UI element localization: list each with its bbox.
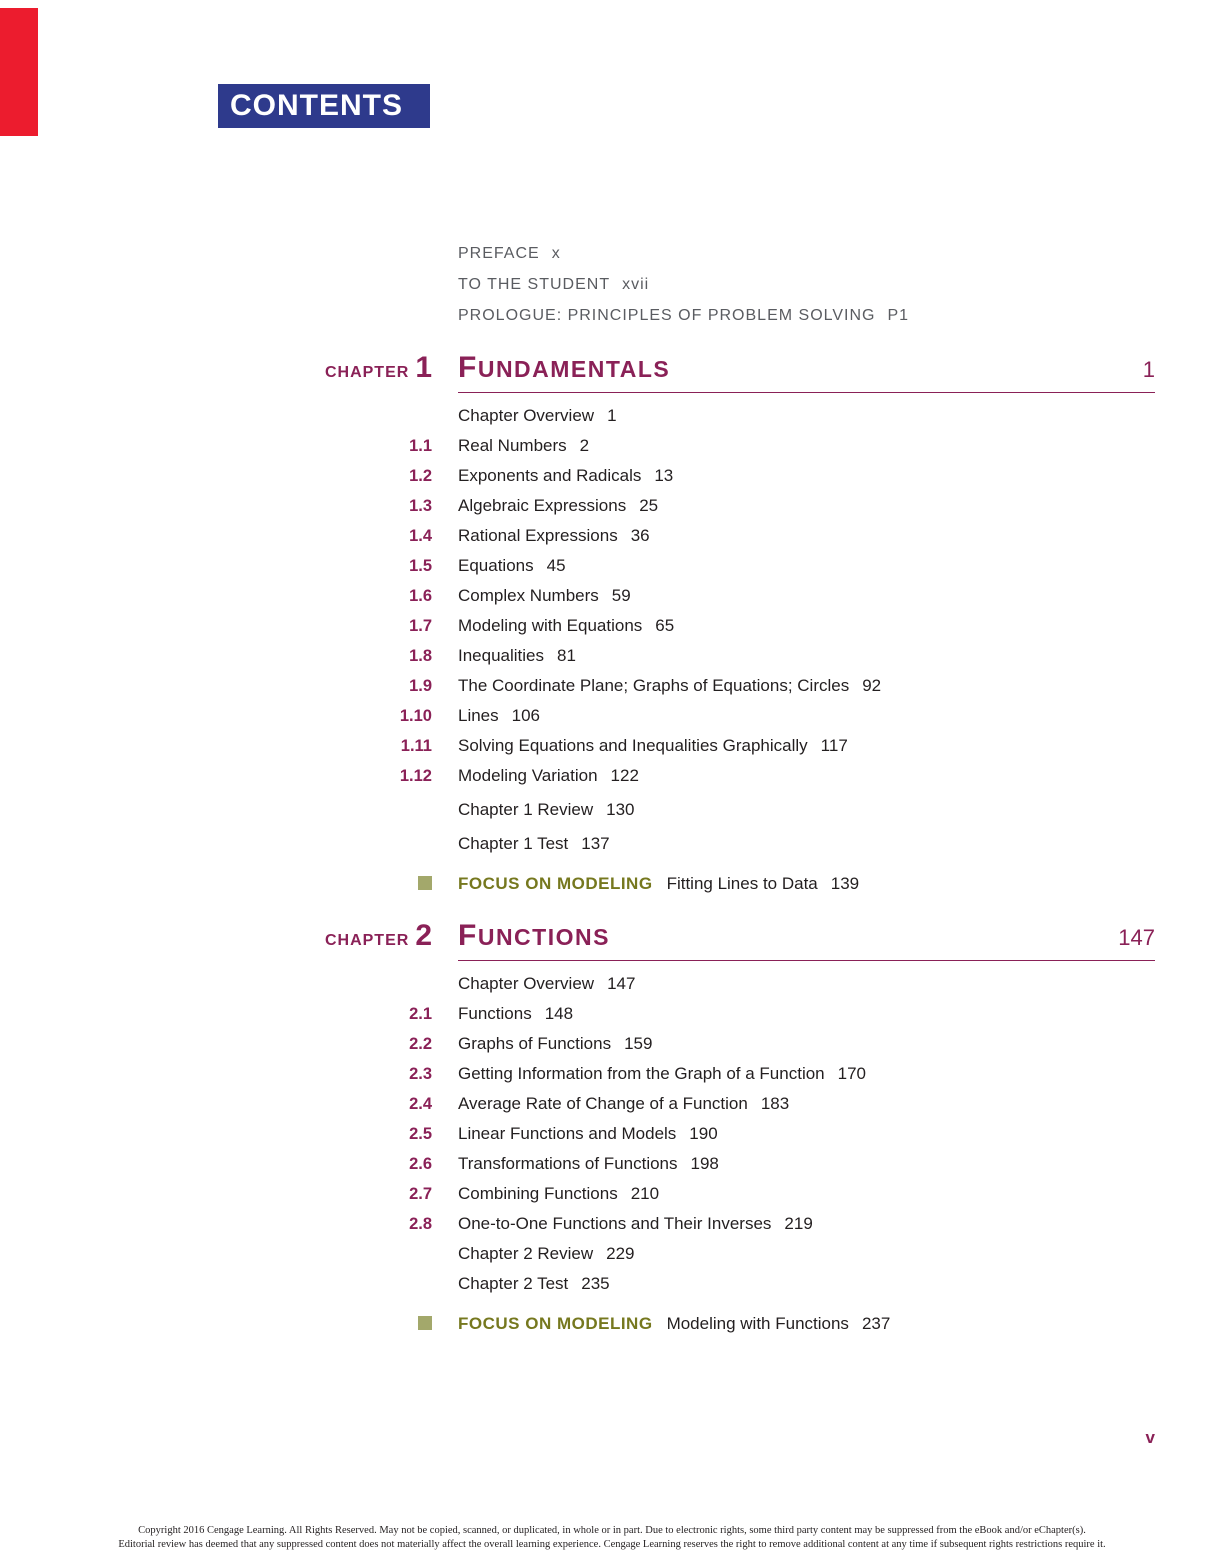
section-page: 235 xyxy=(581,1274,610,1293)
toc-entry-row xyxy=(282,1089,1155,1119)
square-bullet-icon xyxy=(418,1316,432,1330)
chapter-1-entries xyxy=(282,401,1155,859)
chapter-title-initial: F xyxy=(458,919,478,952)
section-title: Complex Numbers xyxy=(458,586,599,605)
chapter-number: 1 xyxy=(415,351,432,384)
toc-entry-row xyxy=(282,1059,1155,1089)
section-title: Chapter Overview xyxy=(458,974,595,993)
section-title: Chapter 1 Review xyxy=(458,800,594,819)
section-number: 1.3 xyxy=(409,497,432,515)
copyright-line-1: Copyright 2016 Cengage Learning. All Rights Reserved. May not be copied, scanned, or duplicated, in whole or in part. Due to electronic rights, some third party content may be suppressed from the eBook and/or eChapter(s). xyxy=(138,1524,1086,1536)
section-title: Graphs of Functions xyxy=(458,1034,612,1053)
focus-title: Modeling with Functions xyxy=(666,1314,849,1333)
front-matter-item xyxy=(458,300,1155,331)
section-page: 36 xyxy=(630,526,650,545)
section-title: Combining Functions xyxy=(458,1184,618,1203)
section-number: 1.6 xyxy=(409,587,432,605)
toc-entry-row xyxy=(282,1209,1155,1239)
table-of-contents xyxy=(282,238,1155,1339)
section-title: Transformations of Functions xyxy=(458,1154,678,1173)
toc-entry-row xyxy=(282,461,1155,491)
section-page: 198 xyxy=(690,1154,719,1173)
toc-entry-row xyxy=(282,761,1155,791)
chapter-number: 2 xyxy=(415,919,432,952)
chapter-2-label xyxy=(282,919,432,953)
section-title: One-to-One Functions and Their Inverses xyxy=(458,1214,772,1233)
front-matter-label: TO THE STUDENT xyxy=(458,276,611,293)
focus-page: 237 xyxy=(861,1314,891,1333)
section-title: Equations xyxy=(458,556,534,575)
chapter-2-heading xyxy=(282,919,1155,961)
section-number: 2.7 xyxy=(409,1185,432,1203)
toc-entry-row xyxy=(282,701,1155,731)
section-title: Lines xyxy=(458,706,499,725)
chapter-2-focus-row xyxy=(282,1309,1155,1339)
toc-entry-row xyxy=(282,401,1155,431)
section-number: 1.4 xyxy=(409,527,432,545)
contents-title: CONTENTS xyxy=(230,89,403,122)
toc-entry-row xyxy=(282,1119,1155,1149)
focus-main xyxy=(458,1309,890,1339)
square-bullet-icon xyxy=(418,876,432,890)
section-number: 2.8 xyxy=(409,1215,432,1233)
section-title: Algebraic Expressions xyxy=(458,496,627,515)
section-page: 130 xyxy=(606,800,635,819)
section-title: The Coordinate Plane; Graphs of Equations; Circles xyxy=(458,676,850,695)
section-page: 122 xyxy=(610,766,639,785)
front-matter-item xyxy=(458,269,1155,300)
section-page: 81 xyxy=(557,646,576,665)
section-number: 2.6 xyxy=(409,1155,432,1173)
focus-label: FOCUS ON MODELING xyxy=(458,1314,653,1333)
chapter-1-title xyxy=(458,351,670,385)
toc-entry-row xyxy=(282,999,1155,1029)
chapter-1-label xyxy=(282,351,432,385)
toc-entry-row xyxy=(282,671,1155,701)
section-page: 2 xyxy=(579,436,590,455)
section-page: 148 xyxy=(544,1004,574,1023)
section-page: 159 xyxy=(624,1034,653,1053)
section-page: 92 xyxy=(862,676,882,695)
toc-entry-row xyxy=(282,1179,1155,1209)
toc-entry-row xyxy=(282,969,1155,999)
focus-label: FOCUS ON MODELING xyxy=(458,874,653,893)
chapter-word: CHAPTER xyxy=(324,364,410,381)
red-accent-bar xyxy=(0,8,38,136)
chapter-1-page-number: 1 xyxy=(1142,357,1155,382)
section-number: 1.8 xyxy=(409,647,432,665)
section-number: 1.1 xyxy=(409,437,432,455)
section-page: 25 xyxy=(639,496,659,515)
copyright-line-2: Editorial review has deemed that any suppressed content does not materially affect the overall learning experience. Cengage Learning reserves the right to remove additional content at any time if subsequent rights restrictions require it. xyxy=(118,1538,1106,1550)
chapter-1-block xyxy=(282,351,1155,899)
section-title: Average Rate of Change of a Function xyxy=(458,1094,748,1113)
front-matter-item xyxy=(458,238,1155,269)
chapter-2-page-number: 147 xyxy=(1118,925,1155,950)
toc-entry-row xyxy=(282,431,1155,461)
toc-entry-row xyxy=(282,1029,1155,1059)
section-number: 1.10 xyxy=(399,707,432,725)
front-matter-label: PREFACE xyxy=(458,245,540,262)
section-page: 170 xyxy=(837,1064,867,1083)
section-page: 65 xyxy=(655,616,675,635)
section-page: 183 xyxy=(760,1094,790,1113)
front-matter-page: xvii xyxy=(622,276,650,293)
section-number: 2.5 xyxy=(409,1125,432,1143)
toc-entry-row xyxy=(282,795,1155,825)
toc-entry-row xyxy=(282,829,1155,859)
section-number: 2.3 xyxy=(409,1065,432,1083)
chapter-2-title-row xyxy=(458,919,1155,961)
toc-entry-row xyxy=(282,611,1155,641)
focus-title: Fitting Lines to Data xyxy=(666,874,818,893)
section-title: Chapter 2 Test xyxy=(458,1274,569,1293)
section-title: Getting Information from the Graph of a Function xyxy=(458,1064,825,1083)
front-matter-page: x xyxy=(551,245,561,262)
section-title: Chapter 1 Test xyxy=(458,834,569,853)
focus-bullet-column xyxy=(282,1309,432,1339)
chapter-2-block xyxy=(282,919,1155,1339)
copyright-notice xyxy=(0,1524,1224,1552)
toc-entry-row xyxy=(282,731,1155,761)
section-page: 1 xyxy=(607,406,617,425)
section-page: 190 xyxy=(689,1124,718,1143)
focus-bullet-column xyxy=(282,869,432,899)
section-title: Real Numbers xyxy=(458,436,567,455)
section-title: Solving Equations and Inequalities Graphically xyxy=(458,736,808,755)
front-matter-label: PROLOGUE: PRINCIPLES OF PROBLEM SOLVING xyxy=(458,307,876,324)
chapter-title-initial: F xyxy=(458,351,478,384)
section-page: 13 xyxy=(654,466,674,485)
toc-entry-row xyxy=(282,1269,1155,1299)
folio-page-number: v xyxy=(1145,1428,1155,1447)
front-matter-list xyxy=(458,238,1155,331)
section-page: 117 xyxy=(820,736,848,755)
section-page: 219 xyxy=(784,1214,813,1233)
section-page: 147 xyxy=(607,974,636,993)
section-page: 106 xyxy=(511,706,541,725)
toc-entry-row xyxy=(282,1239,1155,1269)
chapter-word: CHAPTER xyxy=(324,932,410,949)
front-matter-page: P1 xyxy=(887,307,910,324)
section-title: Modeling with Equations xyxy=(458,616,643,635)
section-page: 59 xyxy=(611,586,631,605)
toc-entry-row xyxy=(282,521,1155,551)
chapter-title-rest: UNCTIONS xyxy=(477,924,610,950)
section-title: Exponents and Radicals xyxy=(458,466,642,485)
section-title: Linear Functions and Models xyxy=(458,1124,677,1143)
section-page: 45 xyxy=(546,556,566,575)
section-title: Chapter 2 Review xyxy=(458,1244,594,1263)
focus-page: 139 xyxy=(830,874,860,893)
toc-entry-row xyxy=(282,491,1155,521)
toc-entry-row xyxy=(282,551,1155,581)
section-page: 137 xyxy=(581,834,610,853)
section-number: 2.2 xyxy=(409,1035,432,1053)
section-number: 1.7 xyxy=(409,617,432,635)
section-title: Rational Expressions xyxy=(458,526,618,545)
section-number: 2.1 xyxy=(409,1005,432,1023)
toc-entry-row xyxy=(282,1149,1155,1179)
section-number: 1.12 xyxy=(399,767,432,785)
chapter-1-title-row xyxy=(458,351,1155,393)
chapter-title-rest: UNDAMENTALS xyxy=(477,356,671,382)
chapter-2-title xyxy=(458,919,610,953)
toc-entry-row xyxy=(282,641,1155,671)
section-number: 1.5 xyxy=(409,557,432,575)
section-page: 210 xyxy=(630,1184,660,1203)
focus-main xyxy=(458,869,859,899)
section-number: 1.9 xyxy=(409,677,432,695)
chapter-1-heading xyxy=(282,351,1155,393)
section-number: 2.4 xyxy=(409,1095,432,1113)
section-title: Functions xyxy=(458,1004,532,1023)
toc-entry-row xyxy=(282,581,1155,611)
chapter-2-entries xyxy=(282,969,1155,1299)
section-page: 229 xyxy=(606,1244,635,1263)
section-title: Inequalities xyxy=(458,646,545,665)
section-title: Chapter Overview xyxy=(458,406,595,425)
contents-banner xyxy=(218,84,430,128)
section-number: 1.2 xyxy=(409,467,432,485)
section-number: 1.11 xyxy=(400,737,432,755)
section-title: Modeling Variation xyxy=(458,766,598,785)
chapter-1-focus-row xyxy=(282,869,1155,899)
